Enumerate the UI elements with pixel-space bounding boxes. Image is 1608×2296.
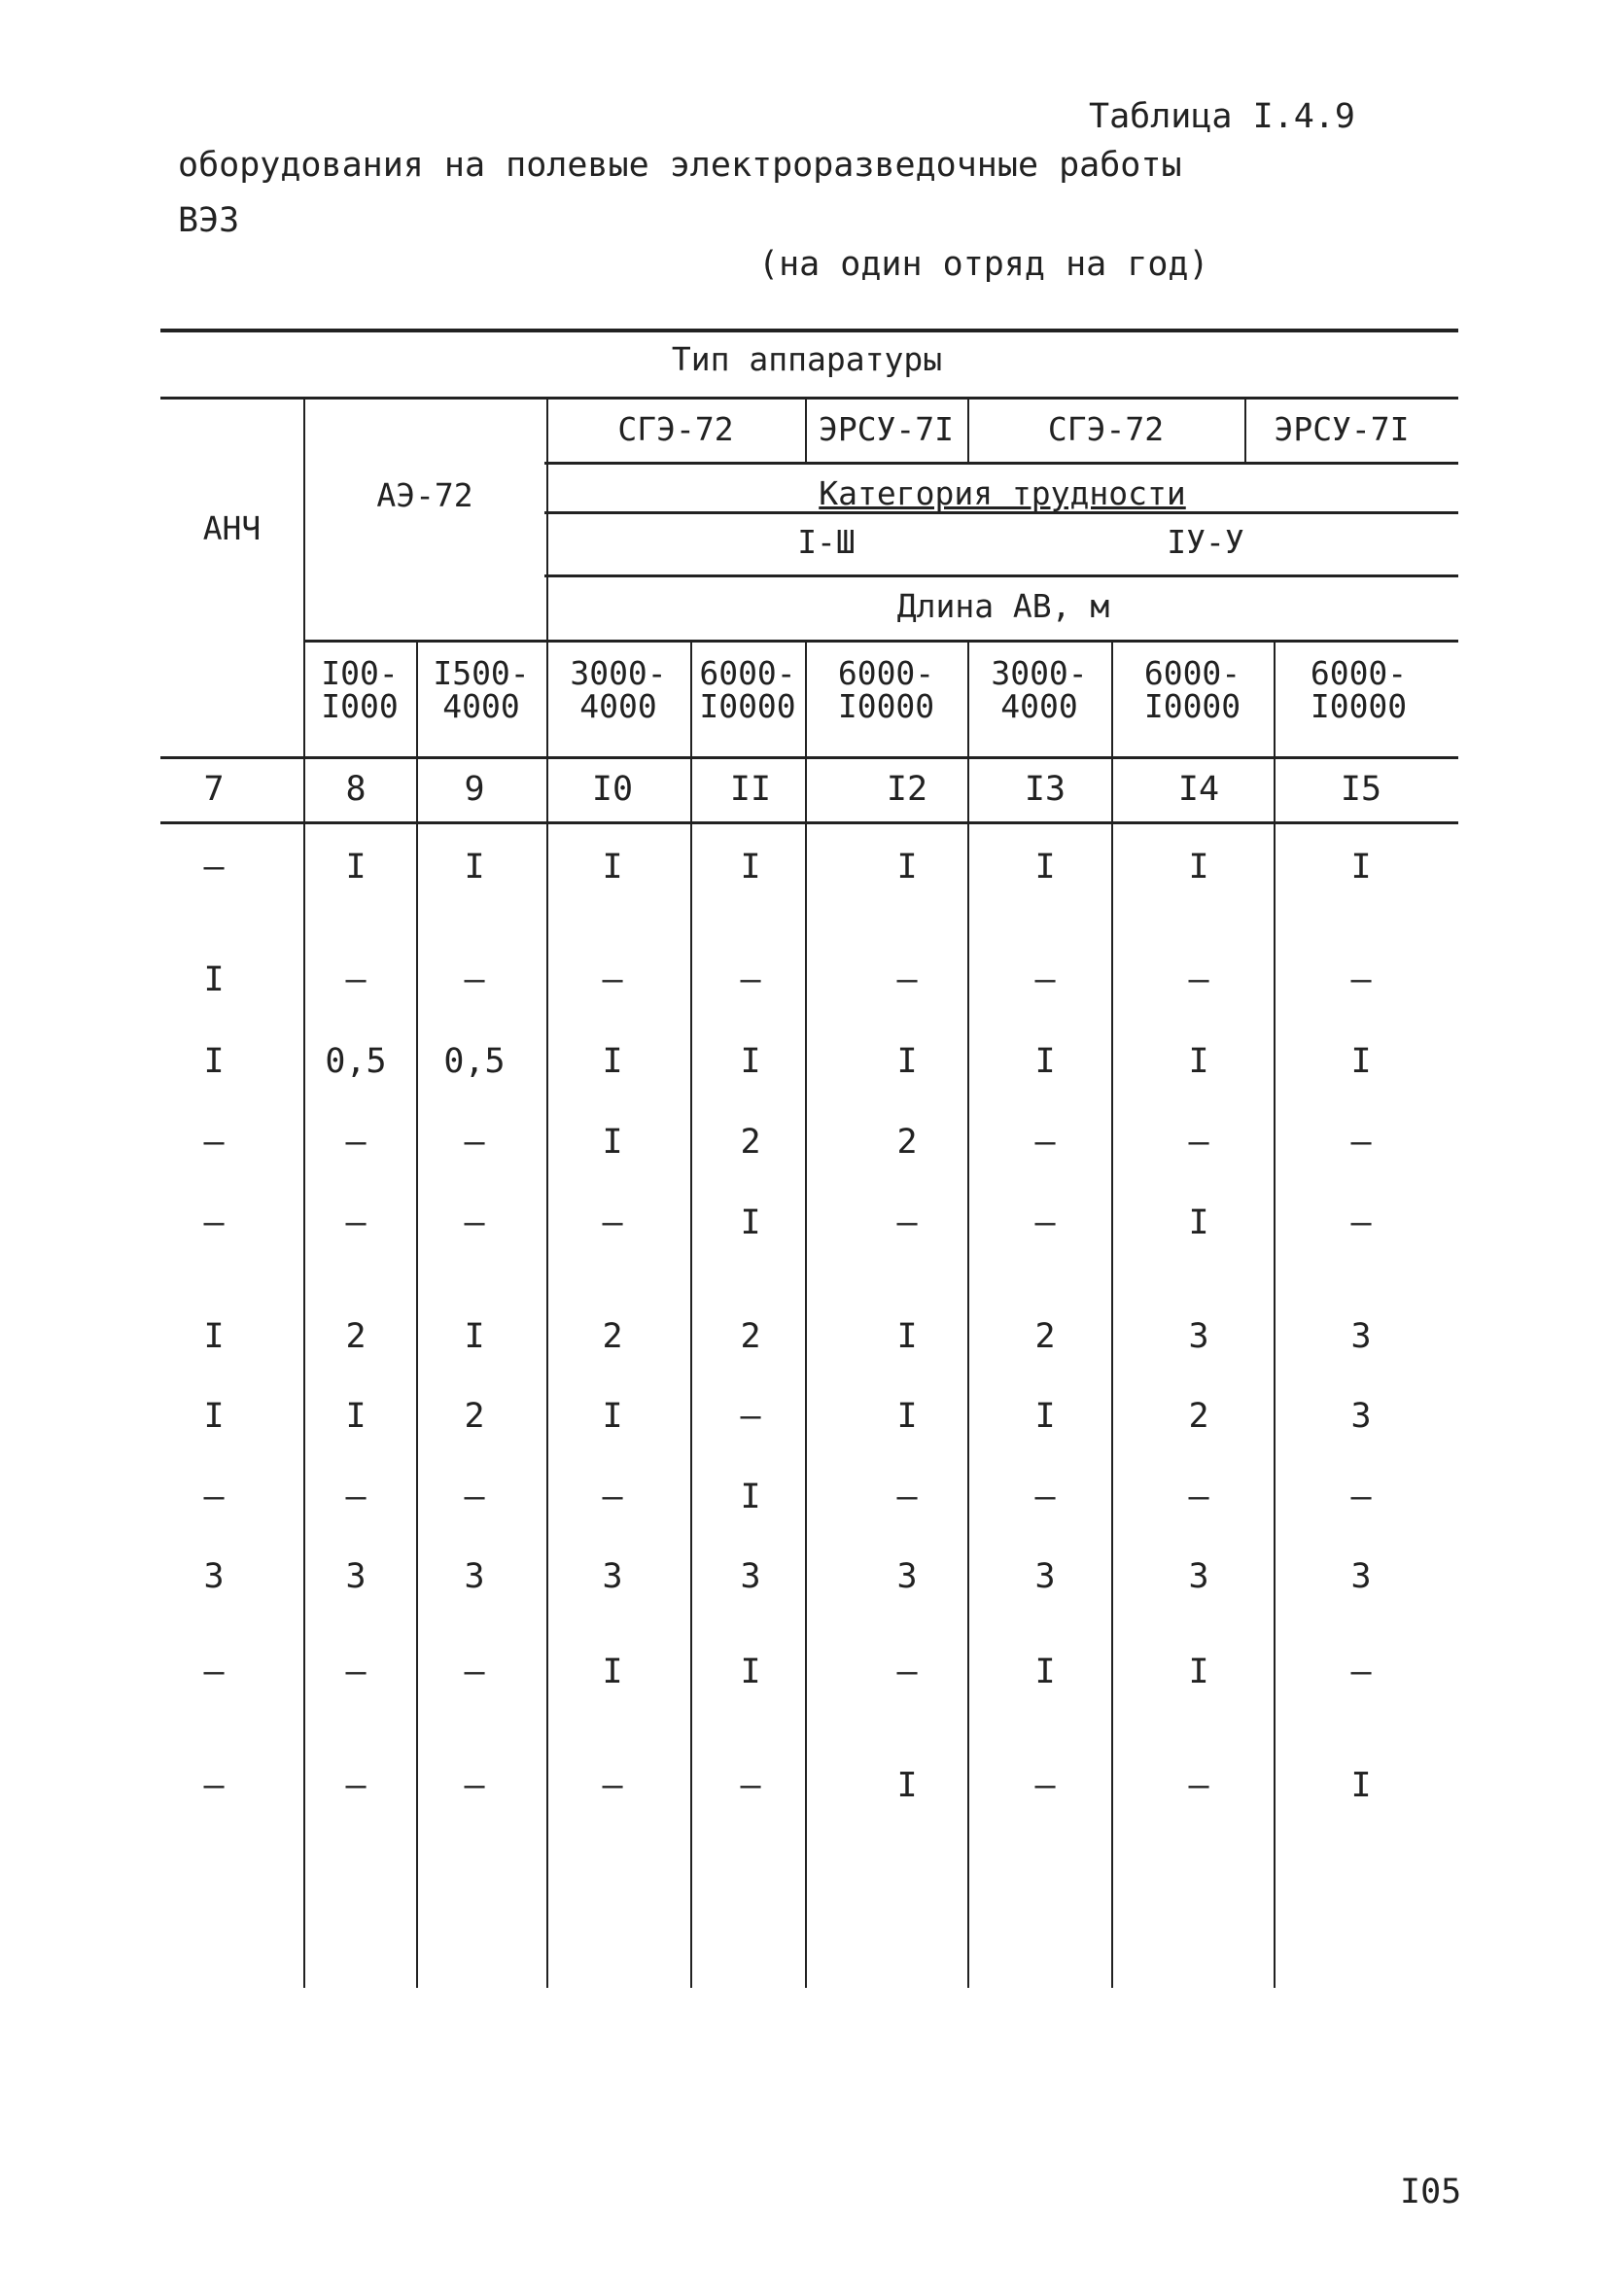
table-cell: – bbox=[1034, 1478, 1056, 1516]
table-cell: 2 bbox=[345, 1317, 367, 1356]
table-label: Таблица I.4.9 bbox=[1089, 97, 1355, 136]
rule-top bbox=[160, 329, 1458, 332]
rule-below-cat-ranges bbox=[544, 574, 1458, 577]
rule-below-type bbox=[160, 397, 1458, 400]
header-category-1-3: I-Ш bbox=[797, 523, 856, 561]
table-cell: – bbox=[203, 1478, 225, 1516]
rule-below-length bbox=[303, 640, 1458, 643]
table-cell: 2 bbox=[464, 1397, 485, 1436]
table-cell: 3 bbox=[1188, 1557, 1209, 1596]
length-range: I500- 4000 bbox=[433, 654, 530, 725]
table-cell: 0,5 bbox=[443, 1042, 506, 1081]
table-cell: I bbox=[740, 1478, 761, 1516]
table-cell: – bbox=[203, 1123, 225, 1162]
length-range: 6000- I0000 bbox=[837, 654, 935, 725]
table-cell: 2 bbox=[740, 1317, 761, 1356]
table-cell: 2 bbox=[740, 1123, 761, 1162]
table-cell: 3 bbox=[203, 1557, 225, 1596]
header-ersu71-b: ЭРСУ-7I bbox=[1274, 410, 1410, 448]
table-cell: – bbox=[602, 960, 623, 999]
length-range: 6000- I0000 bbox=[699, 654, 796, 725]
table-cell: – bbox=[464, 1203, 485, 1242]
table-cell: – bbox=[1188, 960, 1209, 999]
table-cell: I bbox=[602, 1042, 623, 1081]
table-cell: I bbox=[464, 848, 485, 887]
table-cell: 3 bbox=[1350, 1557, 1372, 1596]
table-cell: – bbox=[203, 1652, 225, 1691]
table-cell: 3 bbox=[464, 1557, 485, 1596]
table-cell: – bbox=[1350, 1652, 1372, 1691]
table-cell: – bbox=[896, 960, 918, 999]
table-cell: – bbox=[1350, 1203, 1372, 1242]
table-cell: – bbox=[896, 1478, 918, 1516]
header-sge72-a: СГЭ-72 bbox=[617, 410, 734, 448]
table-cell: – bbox=[1034, 960, 1056, 999]
table-cell: – bbox=[464, 1123, 485, 1162]
table-cell: – bbox=[1350, 1123, 1372, 1162]
table-cell: 3 bbox=[345, 1557, 367, 1596]
table-cell: I bbox=[1350, 848, 1372, 887]
table-cell: – bbox=[464, 1652, 485, 1691]
table-cell: – bbox=[1188, 1766, 1209, 1805]
col-sep-8b bbox=[1274, 642, 1276, 1988]
header-category-4-5: IУ-У bbox=[1167, 523, 1244, 561]
table-cell: I bbox=[1034, 848, 1056, 887]
table-cell: I bbox=[1034, 1397, 1056, 1436]
table-cell: I bbox=[602, 848, 623, 887]
table-cell: I bbox=[1188, 1203, 1209, 1242]
col-sep-1 bbox=[303, 399, 305, 1988]
table-cell: I bbox=[1034, 1652, 1056, 1691]
table-cell: I bbox=[896, 1317, 918, 1356]
table-cell: I bbox=[602, 1123, 623, 1162]
table-cell: I bbox=[896, 1397, 918, 1436]
table-cell: – bbox=[345, 1203, 367, 1242]
length-range: 6000- I0000 bbox=[1143, 654, 1241, 725]
table-cell: – bbox=[1034, 1203, 1056, 1242]
table-cell: I bbox=[203, 1042, 225, 1081]
table-cell: 3 bbox=[1034, 1557, 1056, 1596]
table-cell: 3 bbox=[1188, 1317, 1209, 1356]
col-sep-7 bbox=[1111, 642, 1113, 1988]
table-cell: I bbox=[896, 1042, 918, 1081]
table-cell: I bbox=[203, 960, 225, 999]
table-cell: – bbox=[345, 1652, 367, 1691]
rule-below-equipment bbox=[544, 462, 1458, 465]
table-cell: I bbox=[740, 1203, 761, 1242]
table-cell: 3 bbox=[896, 1557, 918, 1596]
column-number: 8 bbox=[345, 770, 367, 809]
table-cell: I bbox=[1350, 1766, 1372, 1805]
table-cell: – bbox=[345, 960, 367, 999]
table-cell: – bbox=[345, 1478, 367, 1516]
table-cell: – bbox=[1350, 960, 1372, 999]
table-cell: – bbox=[740, 1766, 761, 1805]
column-number: 7 bbox=[203, 770, 225, 809]
table-cell: I bbox=[896, 1766, 918, 1805]
header-anch: АНЧ bbox=[202, 509, 262, 547]
column-number: I5 bbox=[1340, 770, 1382, 809]
column-number: I3 bbox=[1024, 770, 1066, 809]
table-cell: – bbox=[345, 1123, 367, 1162]
header-sge72-b: СГЭ-72 bbox=[1047, 410, 1165, 448]
table-cell: – bbox=[464, 960, 485, 999]
table-cell: – bbox=[602, 1766, 623, 1805]
table-cell: – bbox=[1188, 1123, 1209, 1162]
table-cell: – bbox=[464, 1478, 485, 1516]
table-cell: I bbox=[1350, 1042, 1372, 1081]
table-cell: I bbox=[203, 1397, 225, 1436]
col-sep-6b bbox=[967, 642, 969, 1988]
column-number: 9 bbox=[464, 770, 485, 809]
table-cell: I bbox=[740, 1652, 761, 1691]
table-caption-line1: оборудования на полевые электроразведочные работы bbox=[178, 146, 1182, 185]
table-cell: – bbox=[203, 1203, 225, 1242]
table-cell: 3 bbox=[1350, 1317, 1372, 1356]
table-cell: I bbox=[464, 1317, 485, 1356]
table-cell: I bbox=[1034, 1042, 1056, 1081]
length-range: 3000- 4000 bbox=[991, 654, 1088, 725]
table-cell: 3 bbox=[1350, 1397, 1372, 1436]
col-sep-3 bbox=[546, 399, 548, 1988]
rule-below-lengths bbox=[160, 756, 1458, 759]
table-cell: I bbox=[345, 1397, 367, 1436]
table-cell: – bbox=[1034, 1123, 1056, 1162]
table-cell: – bbox=[203, 848, 225, 887]
table-cell: I bbox=[203, 1317, 225, 1356]
table-cell: 2 bbox=[1034, 1317, 1056, 1356]
table-cell: 2 bbox=[1188, 1397, 1209, 1436]
column-number: II bbox=[729, 770, 772, 809]
table-cell: – bbox=[740, 960, 761, 999]
table-cell: I bbox=[602, 1397, 623, 1436]
column-number: I0 bbox=[591, 770, 634, 809]
table-cell: I bbox=[896, 848, 918, 887]
table-cell: 2 bbox=[896, 1123, 918, 1162]
header-type-of-equipment: Тип аппаратуры bbox=[671, 340, 943, 378]
table-cell: – bbox=[1350, 1478, 1372, 1516]
header-category: Категория трудности bbox=[819, 474, 1186, 512]
table-cell: I bbox=[602, 1652, 623, 1691]
table-cell: – bbox=[602, 1478, 623, 1516]
table-cell: I bbox=[345, 848, 367, 887]
table-cell: – bbox=[896, 1652, 918, 1691]
length-range: I00- I000 bbox=[321, 654, 399, 725]
rule-below-colnums bbox=[160, 821, 1458, 824]
header-ersu71-a: ЭРСУ-7I bbox=[818, 410, 955, 448]
table-cell: 2 bbox=[602, 1317, 623, 1356]
table-cell: – bbox=[1188, 1478, 1209, 1516]
page-number: I05 bbox=[1400, 2173, 1462, 2211]
column-number: I4 bbox=[1177, 770, 1220, 809]
table-cell: – bbox=[1034, 1766, 1056, 1805]
table-cell: I bbox=[1188, 1042, 1209, 1081]
table-cell: – bbox=[740, 1397, 761, 1436]
table-cell: I bbox=[1188, 1652, 1209, 1691]
table-cell: – bbox=[203, 1766, 225, 1805]
header-length-ab: Длина АВ, м bbox=[896, 587, 1110, 625]
table-caption-line2: ВЭЗ bbox=[178, 201, 240, 240]
table-cell: – bbox=[896, 1203, 918, 1242]
header-ae72: АЭ-72 bbox=[376, 476, 473, 514]
length-range: 3000- 4000 bbox=[570, 654, 667, 725]
table-caption-line3: (на один отряд на год) bbox=[758, 245, 1209, 284]
table-cell: I bbox=[1188, 848, 1209, 887]
column-number: I2 bbox=[886, 770, 928, 809]
table-cell: I bbox=[740, 848, 761, 887]
table-cell: 3 bbox=[740, 1557, 761, 1596]
length-range: 6000- I0000 bbox=[1310, 654, 1408, 725]
table-cell: – bbox=[345, 1766, 367, 1805]
table-cell: 3 bbox=[602, 1557, 623, 1596]
table-cell: – bbox=[464, 1766, 485, 1805]
table-cell: I bbox=[740, 1042, 761, 1081]
table-cell: 0,5 bbox=[325, 1042, 387, 1081]
table-cell: – bbox=[602, 1203, 623, 1242]
